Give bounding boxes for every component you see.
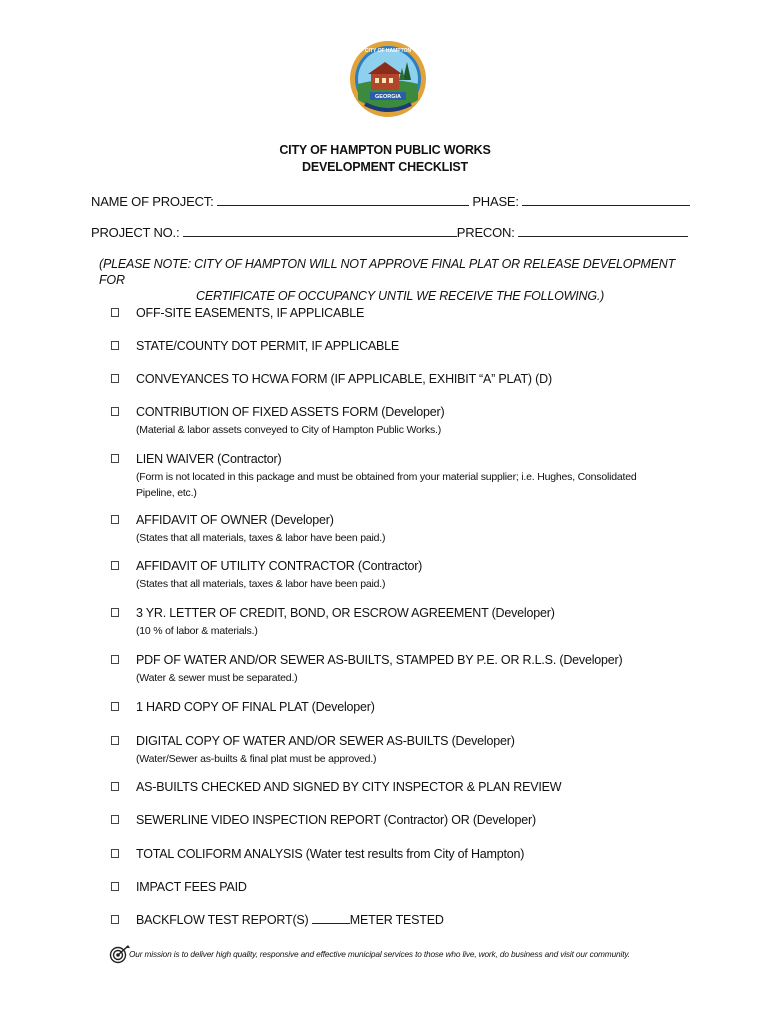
svg-text:CITY OF HAMPTON: CITY OF HAMPTON (364, 48, 412, 54)
checkbox[interactable] (111, 308, 119, 317)
checkbox[interactable] (111, 374, 119, 383)
project-name-row (91, 194, 690, 209)
mission-statement: Our mission is to deliver high quality, responsive and effective municipal services to those who live, work, do business and visit our community. (129, 949, 630, 959)
document-subtitle: DEVELOPMENT CHECKLIST (302, 160, 468, 174)
phase-field[interactable] (522, 194, 690, 206)
item-label: AFFIDAVIT OF UTILITY CONTRACTOR (Contractor) (136, 559, 423, 573)
please-note (99, 256, 699, 304)
checkbox[interactable] (111, 915, 119, 924)
item-label: AFFIDAVIT OF OWNER (Developer) (136, 513, 334, 527)
item-label: SEWERLINE VIDEO INSPECTION REPORT (Contractor) OR (Developer) (136, 813, 536, 827)
item-label: OFF-SITE EASEMENTS, IF APPLICABLE (136, 306, 365, 320)
checkbox[interactable] (111, 882, 119, 891)
project-number-field[interactable] (183, 225, 457, 237)
checkbox[interactable] (111, 782, 119, 791)
checkbox[interactable] (111, 702, 119, 711)
item-label: PDF OF WATER AND/OR SEWER AS-BUILTS, STAMPED BY P.E. OR R.L.S. (Developer) (136, 653, 623, 667)
item-label: CONTRIBUTION OF FIXED ASSETS FORM (Developer) (136, 405, 445, 419)
item-label (136, 913, 444, 927)
checkbox[interactable] (111, 736, 119, 745)
item-label: 3 YR. LETTER OF CREDIT, BOND, OR ESCROW AGREEMENT (Developer) (136, 606, 555, 620)
precon-field[interactable] (518, 225, 688, 237)
item-label: CONVEYANCES TO HCWA FORM (IF APPLICABLE, EXHIBIT “A” PLAT) (D) (136, 372, 552, 386)
item-label: 1 HARD COPY OF FINAL PLAT (Developer) (136, 700, 375, 714)
note-line-2: CERTIFICATE OF OCCUPANCY UNTIL WE RECEIVE THE FOLLOWING.) (196, 289, 605, 303)
item-label: IMPACT FEES PAID (136, 880, 247, 894)
svg-text:GEORGIA: GEORGIA (375, 94, 401, 100)
item-label: AS-BUILTS CHECKED AND SIGNED BY CITY INSPECTOR & PLAN REVIEW (136, 780, 562, 794)
checkbox[interactable] (111, 561, 119, 570)
item-note: (Material & labor assets conveyed to City of Hampton Public Works.) (136, 424, 442, 436)
city-seal-logo (349, 40, 427, 118)
note-line-1: (PLEASE NOTE: CITY OF HAMPTON WILL NOT APPROVE FINAL PLAT OR RELEASE DEVELOPMENT FOR (99, 257, 676, 287)
precon-label: PRECON: (456, 225, 515, 240)
item-note: (Water & sewer must be separated.) (136, 672, 298, 684)
checkbox[interactable] (111, 454, 119, 463)
item-note: (Form is not located in this package and must be obtained from your material supplier; i.e. Hughes, Consolidated Pipeline, etc.) (136, 471, 637, 499)
project-number-row (91, 225, 688, 240)
phase-label: PHASE: (472, 194, 519, 209)
meter-tested-field[interactable] (312, 913, 350, 924)
item-label: DIGITAL COPY OF WATER AND/OR SEWER AS-BUILTS (Developer) (136, 734, 515, 748)
meter-tested-label: METER TESTED (349, 913, 444, 927)
item-note: (States that all materials, taxes & labor have been paid.) (136, 578, 386, 590)
checkbox[interactable] (111, 341, 119, 350)
checkbox[interactable] (111, 407, 119, 416)
item-note: (10 % of labor & materials.) (136, 625, 258, 637)
target-arrow-icon (109, 944, 131, 964)
item-note: (States that all materials, taxes & labor have been paid.) (136, 532, 386, 544)
project-name-label: NAME OF PROJECT: (91, 194, 214, 209)
backflow-label: BACKFLOW TEST REPORT(S) (136, 913, 309, 927)
project-name-field[interactable] (217, 194, 469, 206)
project-number-label: PROJECT NO.: (91, 225, 180, 240)
item-label: STATE/COUNTY DOT PERMIT, IF APPLICABLE (136, 339, 400, 353)
item-label: TOTAL COLIFORM ANALYSIS (Water test results from City of Hampton) (136, 847, 525, 861)
document-title: CITY OF HAMPTON PUBLIC WORKS (279, 143, 491, 157)
checkbox[interactable] (111, 655, 119, 664)
item-label: LIEN WAIVER (Contractor) (136, 452, 282, 466)
item-note: (Water/Sewer as-builts & final plat must be approved.) (136, 753, 377, 765)
checkbox[interactable] (111, 608, 119, 617)
checkbox[interactable] (111, 849, 119, 858)
checkbox[interactable] (111, 815, 119, 824)
checkbox[interactable] (111, 515, 119, 524)
